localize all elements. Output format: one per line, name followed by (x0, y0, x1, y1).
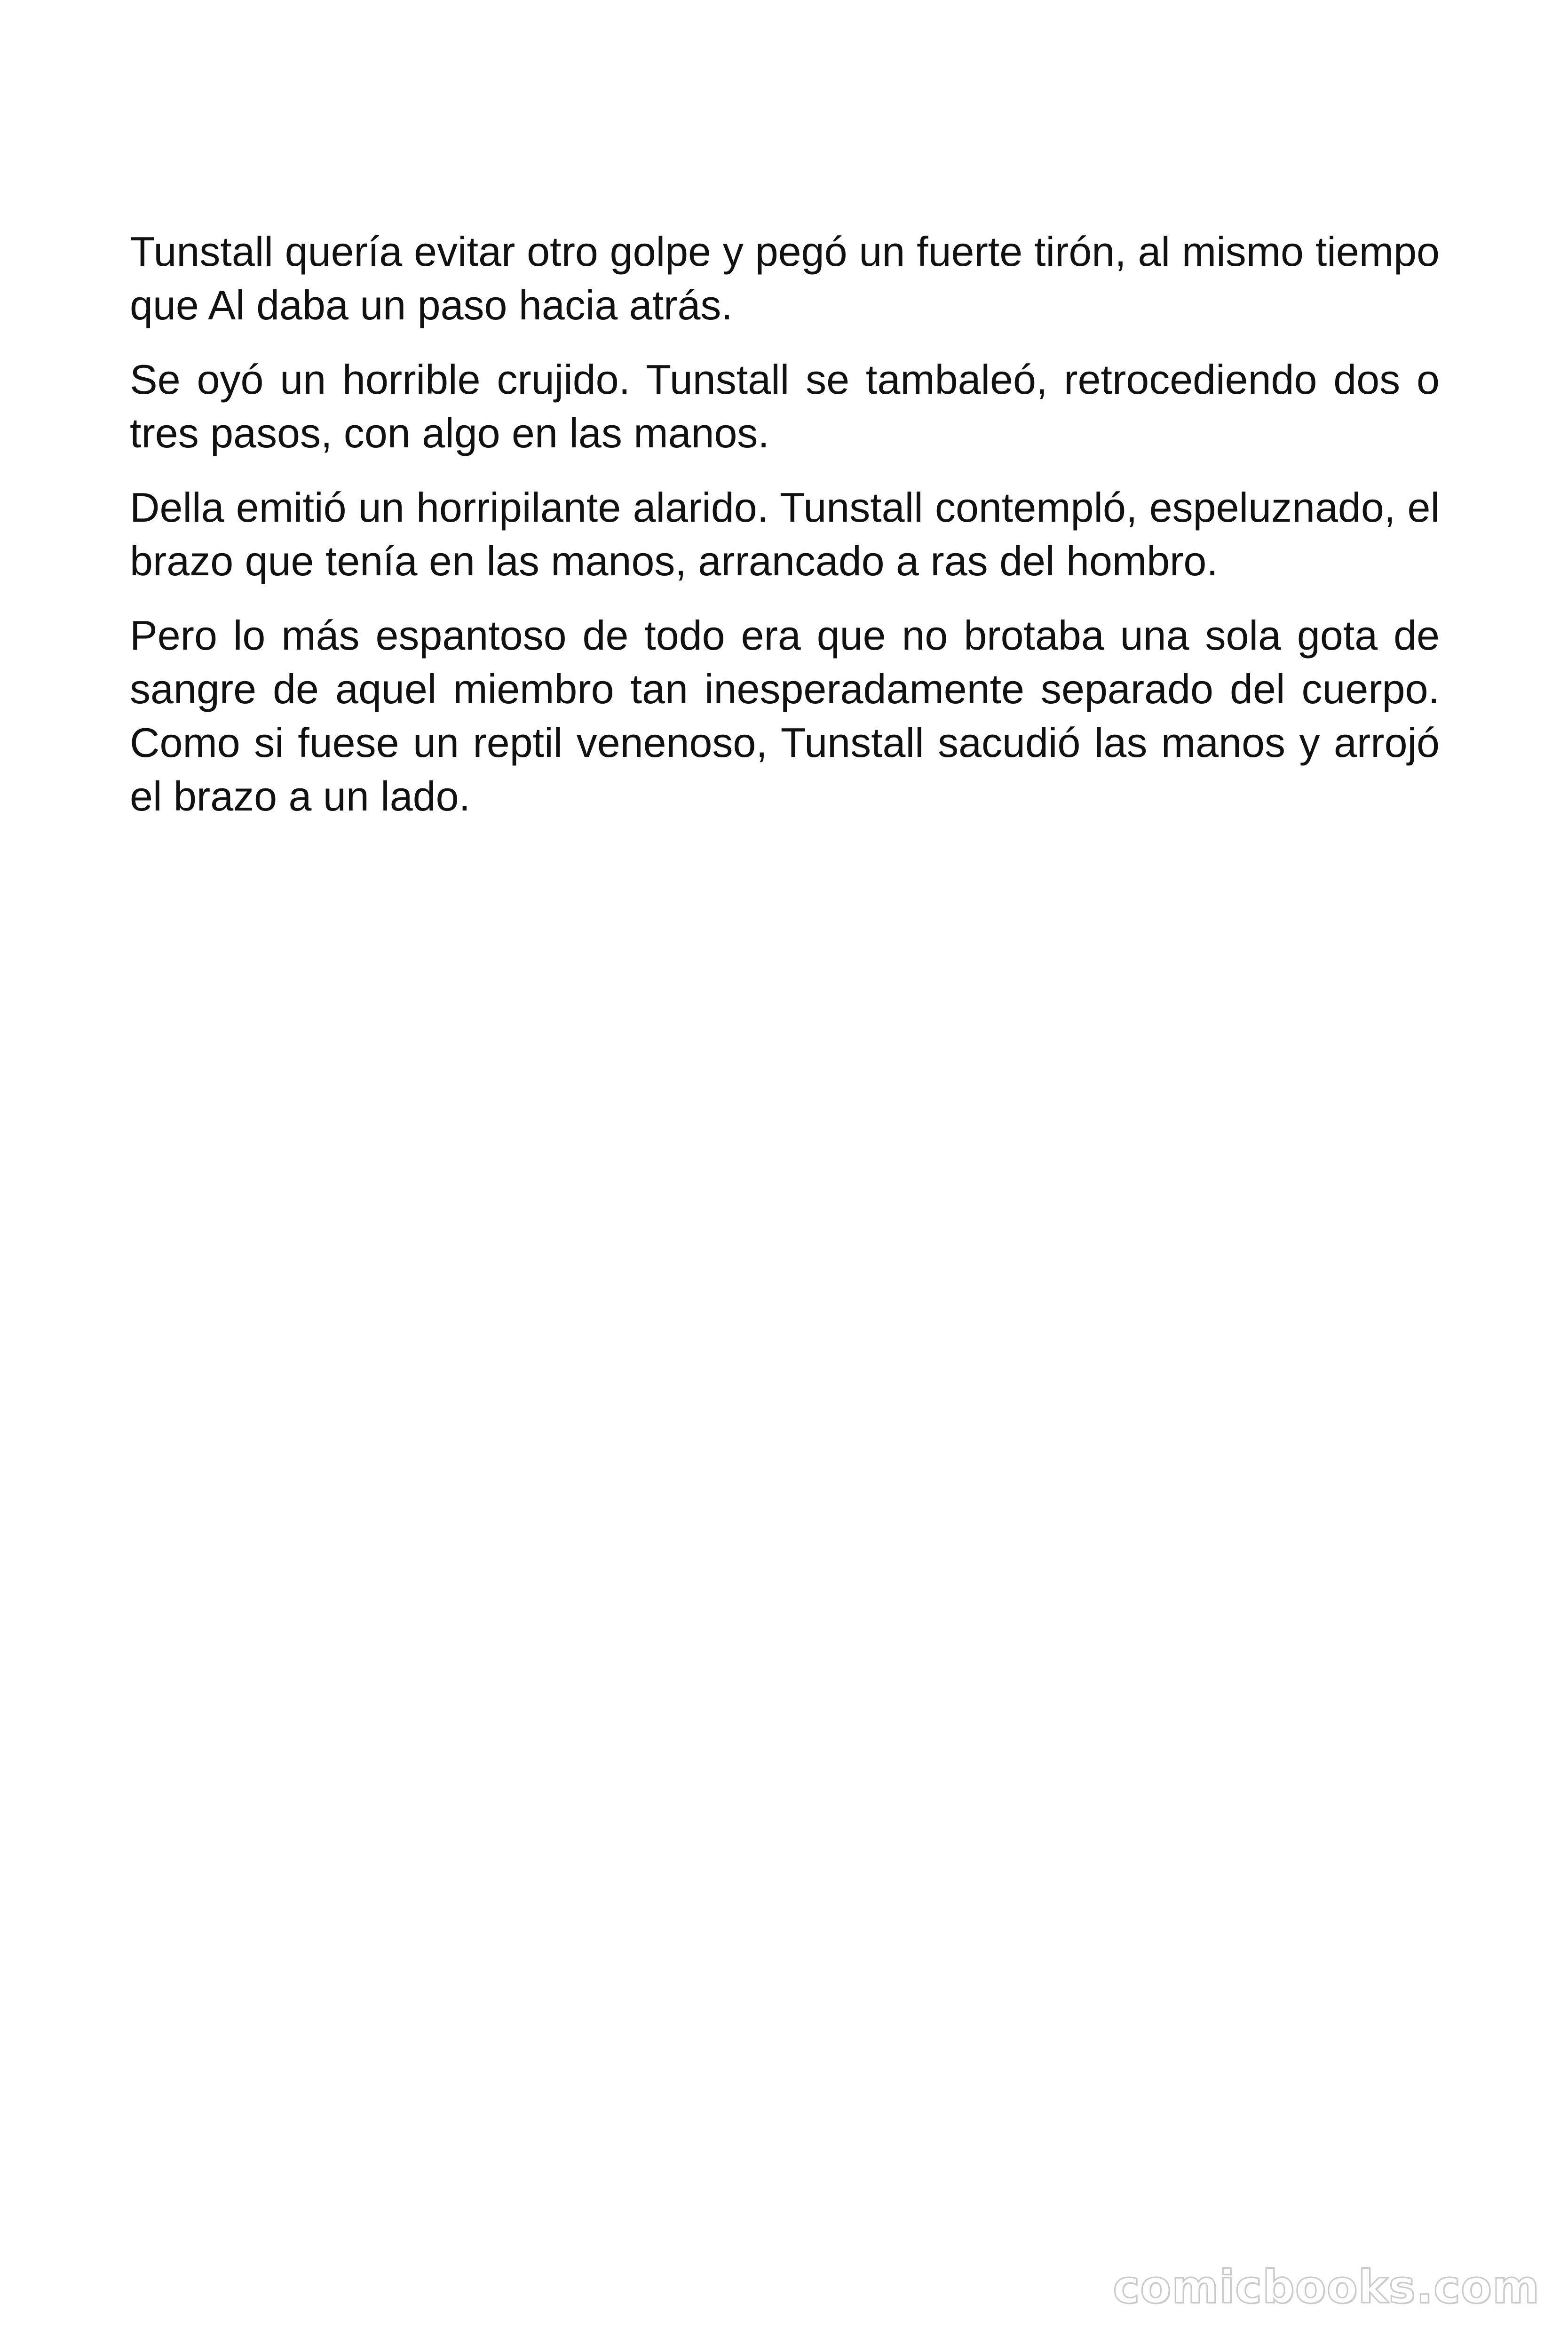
watermark-logo: comicbooks.com (1113, 2261, 1540, 2313)
page-body (130, 225, 1440, 844)
paragraph-1: Tunstall quería evitar otro golpe y pegó un fuerte tirón, al mismo tiempo que Al daba un paso hacia atrás. (130, 228, 1440, 328)
paragraph-4: Pero lo más espantoso de todo era que no brotaba una sola gota de sangre de aquel miembro tan inesperadamente separado del cuerpo. Como si fuese un reptil venenoso, Tunstall sacudió las manos y arrojó el brazo a un lado. (130, 612, 1440, 819)
paragraph-3: Della emitió un horripilante alarido. Tunstall contempló, espeluznado, el brazo que tenía en las manos, arrancado a ras del hombro. (130, 484, 1440, 584)
paragraph-2: Se oyó un horrible crujido. Tunstall se tambaleó, retrocediendo dos o tres pasos, con algo en las manos. (130, 356, 1440, 456)
